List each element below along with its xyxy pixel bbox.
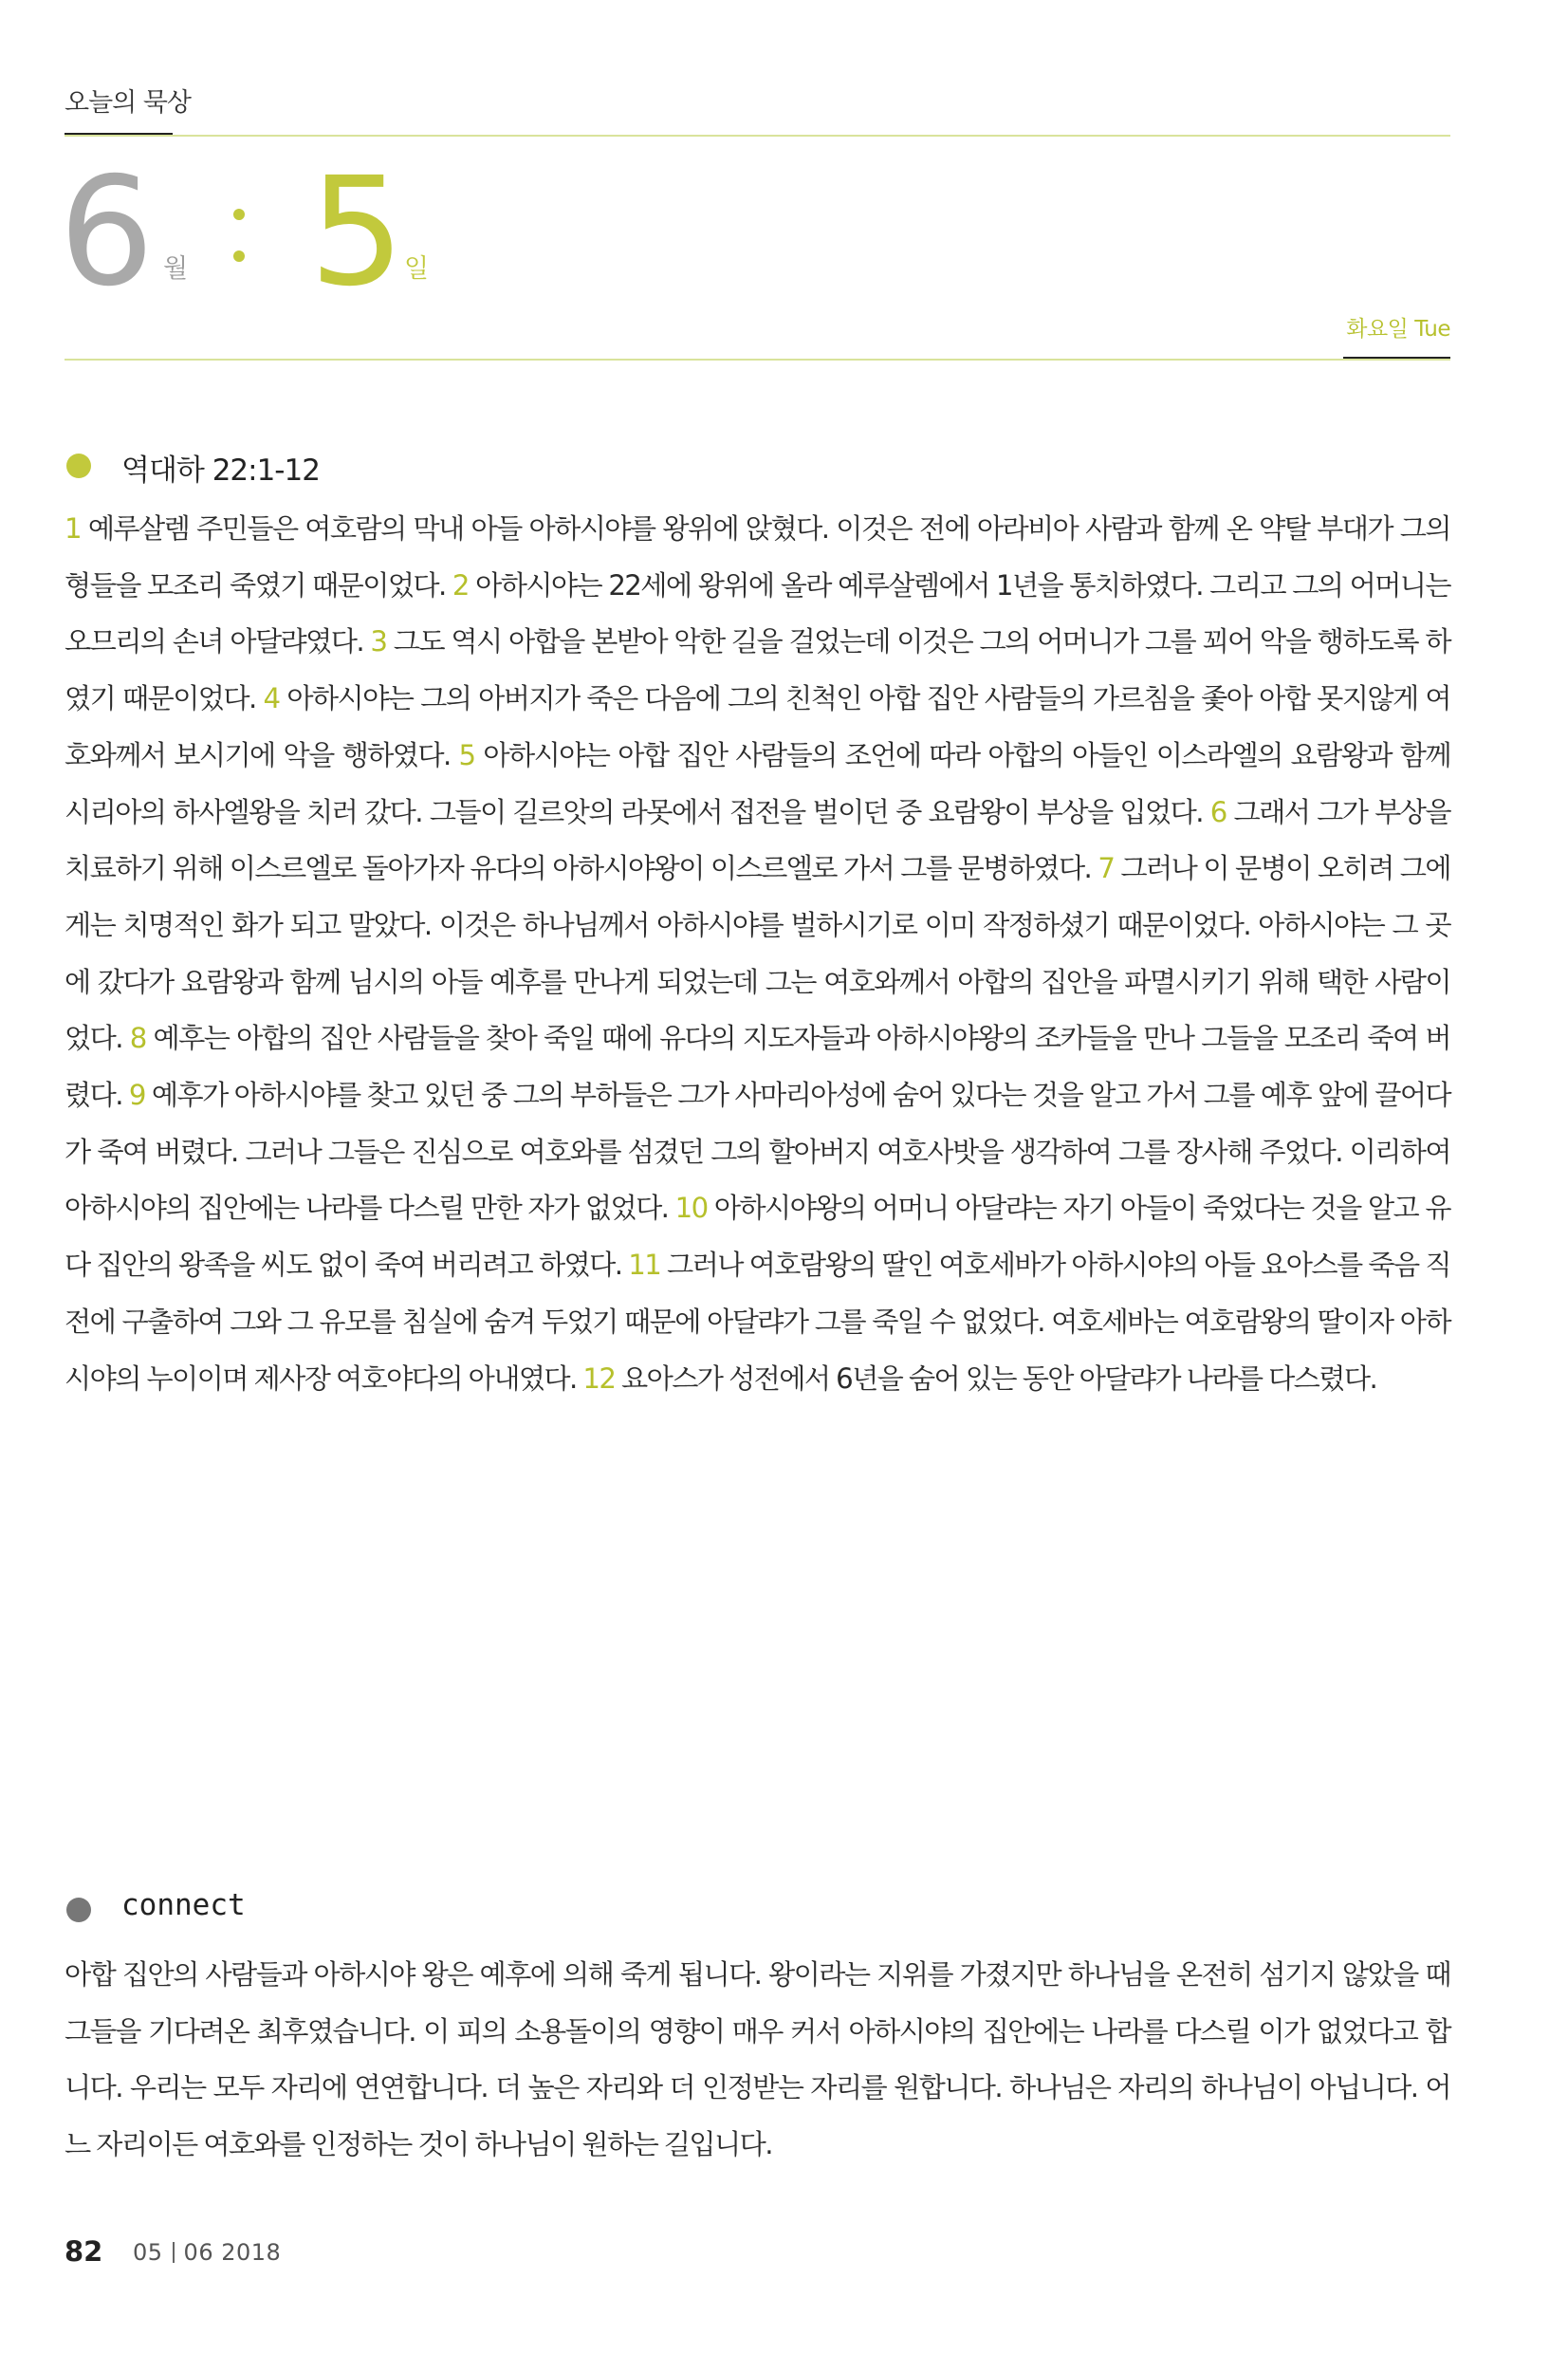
verse-number: 10 [674,1192,708,1225]
connect-bullet-icon [66,1898,91,1922]
verse-text: 아하시야는 22세에 왕위에 올라 예루살렘에서 1년을 통치하였다. 그리고 그의 어머니는 오므리의 손녀 아달랴였다. [65,568,1450,658]
issue-month: 05 [133,2239,163,2266]
verse-number: 6 [1209,795,1227,828]
verse-text: 그러나 여호람왕의 딸인 여호세바가 아하시야의 아들 요아스를 죽음 직전에 구출하여 그와 그 유모를 침실에 숨겨 두었기 때문에 아달랴가 그를 죽일 수 없었다. 여호세바는 여호람왕의 딸이자 아하시야의 누이이며 제사장 여호야다의 아내였다. [65,1249,1450,1395]
colon-dot-top [233,209,245,220]
issue-separator [173,2242,175,2263]
verse-number: 8 [129,1022,146,1055]
verse-number: 12 [582,1362,616,1395]
connect-paragraph: 아합 집안의 사람들과 아하시야 왕은 예후에 의해 죽게 됩니다. 왕이라는 지위를 가졌지만 하나님을 온전히 섬기지 않았을 때 그들을 기다려온 최후였습니다. 이 피의 소용돌이의 영향이 매우 커서 아하시야의 집안에는 나라를 다스릴 이가 없었다고 합니다. 우리는 모두 자리에 연연합니다. 더 높은 자리와 더 인정받는 자리를 원합니다. 하나님은 자리의 하나님이 아닙니다. 어느 자리이든 여호와를 인정하는 것이 하나님이 원하는 길입니다. [65,1958,1450,2161]
verse-text: 예후는 아합의 집안 사람들을 찾아 죽일 때에 유다의 지도자들과 아하시야왕의 조카들을 만나 그들을 모조리 죽여 버렸다. [65,1022,1450,1112]
section-label: 오늘의 묵상 [65,88,191,118]
connect-title: connect [121,1888,246,1922]
verse-number: 5 [458,738,475,771]
day-unit: 일 [404,254,430,284]
verse-number: 3 [370,625,387,658]
verse-text: 요아스가 성전에서 6년을 숨어 있는 동안 아달랴가 나라를 다스렸다. [615,1362,1377,1395]
verse-text: 예루살렘 주민들은 여호람의 막내 아들 아하시야를 왕위에 앉혔다. 이것은 전에 아라비아 사람과 함께 온 약탈 부대가 그의 형들을 모조리 죽였기 때문이었다. [65,512,1450,602]
page-number: 82 [65,2235,103,2268]
issue-date [133,2239,281,2266]
verse-number: 7 [1098,852,1115,885]
verse-text: 예후가 아하시야를 찾고 있던 중 그의 부하들은 그가 사마리아성에 숨어 있다는 것을 알고 가서 그를 예후 앞에 끌어다가 죽여 버렸다. 그러나 그들은 진심으로 여호와를 섬겼던 그의 할아버지 여호사밧을 생각하여 그를 장사해 주었다. 이리하여 아하시야의 집안에는 나라를 다스릴 만한 자가 없었다. [65,1079,1451,1225]
issue-year: 06 2018 [183,2239,282,2266]
scripture-reference: 역대하 22:1-12 [121,454,320,488]
verse-text: 아하시야는 아합 집안 사람들의 조언에 따라 아합의 아들인 이스라엘의 요람왕과 함께 시리아의 하사엘왕을 치러 갔다. 그들이 길르앗의 라못에서 접전을 벌이던 중 요람왕이 부상을 입었다. [65,738,1450,828]
verse-number: 9 [128,1079,145,1112]
verse-number: 2 [452,568,469,602]
top-divider [65,135,1450,137]
verse-number: 4 [263,682,280,715]
verse-text: 그래서 그가 부상을 치료하기 위해 이스르엘로 돌아가자 유다의 아하시야왕이 이스르엘로 가서 그를 문병하였다. [65,795,1450,885]
date-colon [233,199,247,275]
verse-number: 1 [65,512,81,545]
date-divider [65,359,1450,361]
weekday-label: 화요일 Tue [1346,317,1450,342]
verse-text: 아하시야는 그의 아버지가 죽은 다음에 그의 친척인 아합 집안 사람들의 가르침을 좇아 아합 못지않게 여호와께서 보시기에 악을 행하였다. [65,682,1450,771]
colon-dot-bottom [233,250,245,262]
scripture-bullet-icon [66,454,91,478]
day-number: 5 [309,145,401,320]
verse-text: 아하시야왕의 어머니 아달랴는 자기 아들이 죽었다는 것을 알고 유다 집안의 왕족을 씨도 없이 죽여 버리려고 하였다. [65,1192,1450,1282]
verse-number: 11 [628,1249,661,1282]
scripture-passage [65,501,1450,1407]
verse-text: 그러나 이 문병이 오히려 그에게는 치명적인 화가 되고 말았다. 이것은 하나님께서 아하시야를 벌하시기로 이미 작정하셨기 때문이었다. 아하시야는 그 곳에 갔다가 요람왕과 함께 님시의 아들 예후를 만나게 되었는데 그는 여호와께서 아합의 집안을 파멸시키기 위해 택한 사람이었다. [65,852,1450,1055]
month-number: 6 [59,145,151,320]
verse-text: 그도 역시 아합을 본받아 악한 길을 걸었는데 이것은 그의 어머니가 그를 꾀어 악을 행하도록 하였기 때문이었다. [65,625,1450,715]
month-unit: 월 [163,254,189,284]
